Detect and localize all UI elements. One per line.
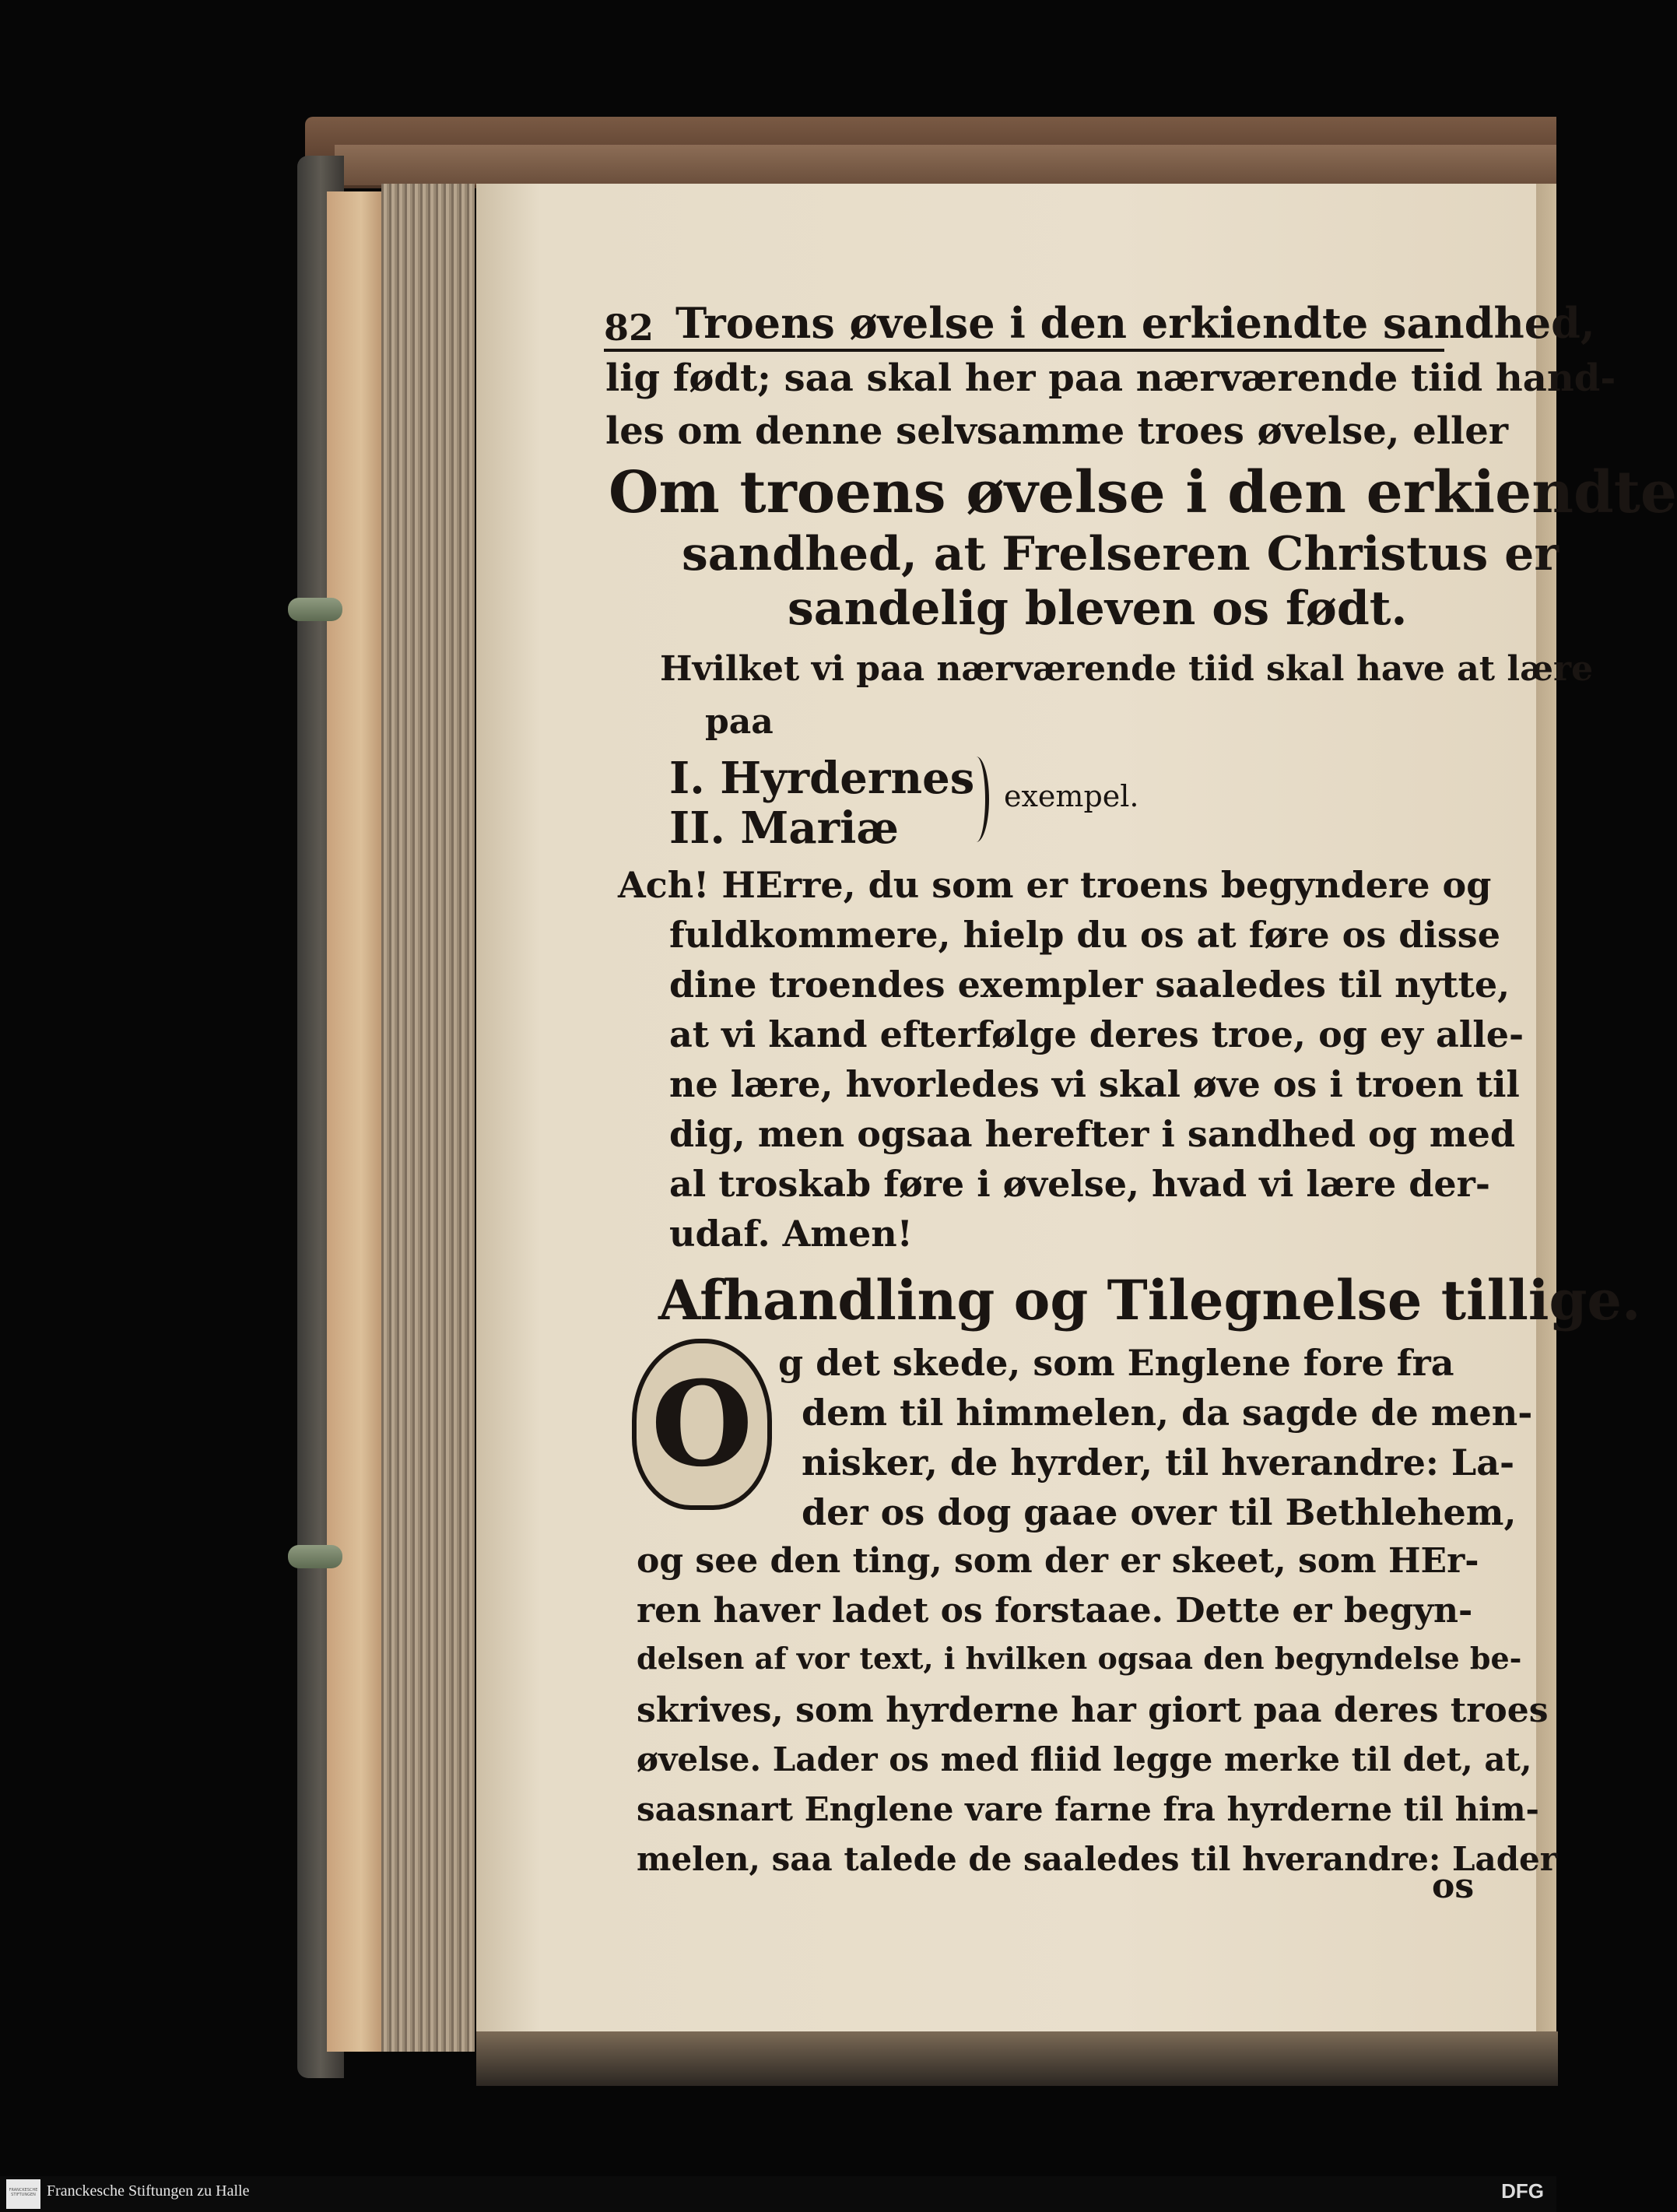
body-line: delsen af vor text, i hvilken ogsaa den begyndelse be- (637, 1641, 1522, 1676)
lesson-line: Hvilket vi paa nærværende tiid skal have at lære (660, 649, 1594, 689)
chapter-heading-line: sandhed, at Frelseren Christus er (682, 527, 1559, 581)
section-title: Afhandling og Tilegnelse tillige. (658, 1268, 1641, 1332)
body-line: g det skede, som Englene fore fra (778, 1342, 1454, 1384)
body-line: melen, saa talede de saaledes til hverandre: Lader (637, 1840, 1557, 1878)
prayer-line: at vi kand efterfølge deres troe, og ey alle- (669, 1013, 1524, 1055)
list-item: II. Mariæ (669, 802, 900, 854)
body-line: der os dog gaae over til Bethlehem, (802, 1491, 1517, 1533)
page-bottom-shadow (476, 2031, 1558, 2086)
flyleaf (327, 191, 389, 2052)
lesson-line: paa (705, 702, 774, 742)
list-suffix: exempel. (1004, 779, 1139, 813)
chapter-heading-line: Om troens øvelse i den erkiendte (609, 459, 1677, 526)
intro-line: lig født; saa skal her paa nærværende tiid hand- (605, 356, 1616, 400)
body-line: dem til himmelen, da sagde de men- (802, 1392, 1533, 1434)
prayer-line: dig, men ogsaa herefter i sandhed og med (669, 1113, 1516, 1155)
institution-logo: FRANCKESCHE STIFTUNGEN (6, 2179, 40, 2209)
body-line: øvelse. Lader os med fliid legge merke til det, at, (637, 1740, 1532, 1778)
book-spine-strip (335, 145, 1556, 185)
list-item: I. Hyrdernes (669, 753, 975, 804)
page-block-edge (381, 184, 475, 2052)
chapter-heading-line: sandelig bleven os født. (788, 581, 1408, 636)
body-line: og see den ting, som der er skeet, som HEr- (637, 1541, 1479, 1581)
clasp-upper-icon (288, 598, 342, 621)
prayer-line: ne lære, hvorledes vi skal øve os i troen til (669, 1063, 1520, 1105)
running-head: Troens øvelse i den erkiendte sandhed, (675, 298, 1595, 348)
page-number: 82 (604, 307, 654, 349)
brace-icon (963, 757, 989, 842)
decorated-initial: O (632, 1339, 772, 1510)
prayer-line: dine troendes exempler saaledes til nytte, (669, 964, 1510, 1006)
prayer-line: al troskab føre i øvelse, hvad vi lære der- (669, 1163, 1491, 1205)
prayer-line: fuldkommere, hielp du os at føre os disse (669, 914, 1500, 956)
institution-name: Franckesche Stiftungen zu Halle (47, 2182, 250, 2200)
intro-line: les om denne selvsamme troes øvelse, eller (605, 409, 1509, 453)
prayer-line: Ach! HErre, du som er troens begyndere og (618, 864, 1492, 906)
body-line: saasnart Englene vare farne fra hyrderne til him- (637, 1790, 1539, 1828)
prayer-line: udaf. Amen! (669, 1213, 913, 1255)
body-line: skrives, som hyrderne har giort paa deres troes (637, 1691, 1549, 1730)
body-line: nisker, de hyrder, til hverandre: La- (802, 1441, 1515, 1483)
running-head-rule (604, 349, 1444, 352)
body-line: ren haver ladet os forstaae. Dette er begyn- (637, 1591, 1473, 1631)
catchword: os (1432, 1866, 1475, 1906)
clasp-lower-icon (288, 1545, 342, 1568)
funder-logo: DFG (1501, 2179, 1544, 2203)
